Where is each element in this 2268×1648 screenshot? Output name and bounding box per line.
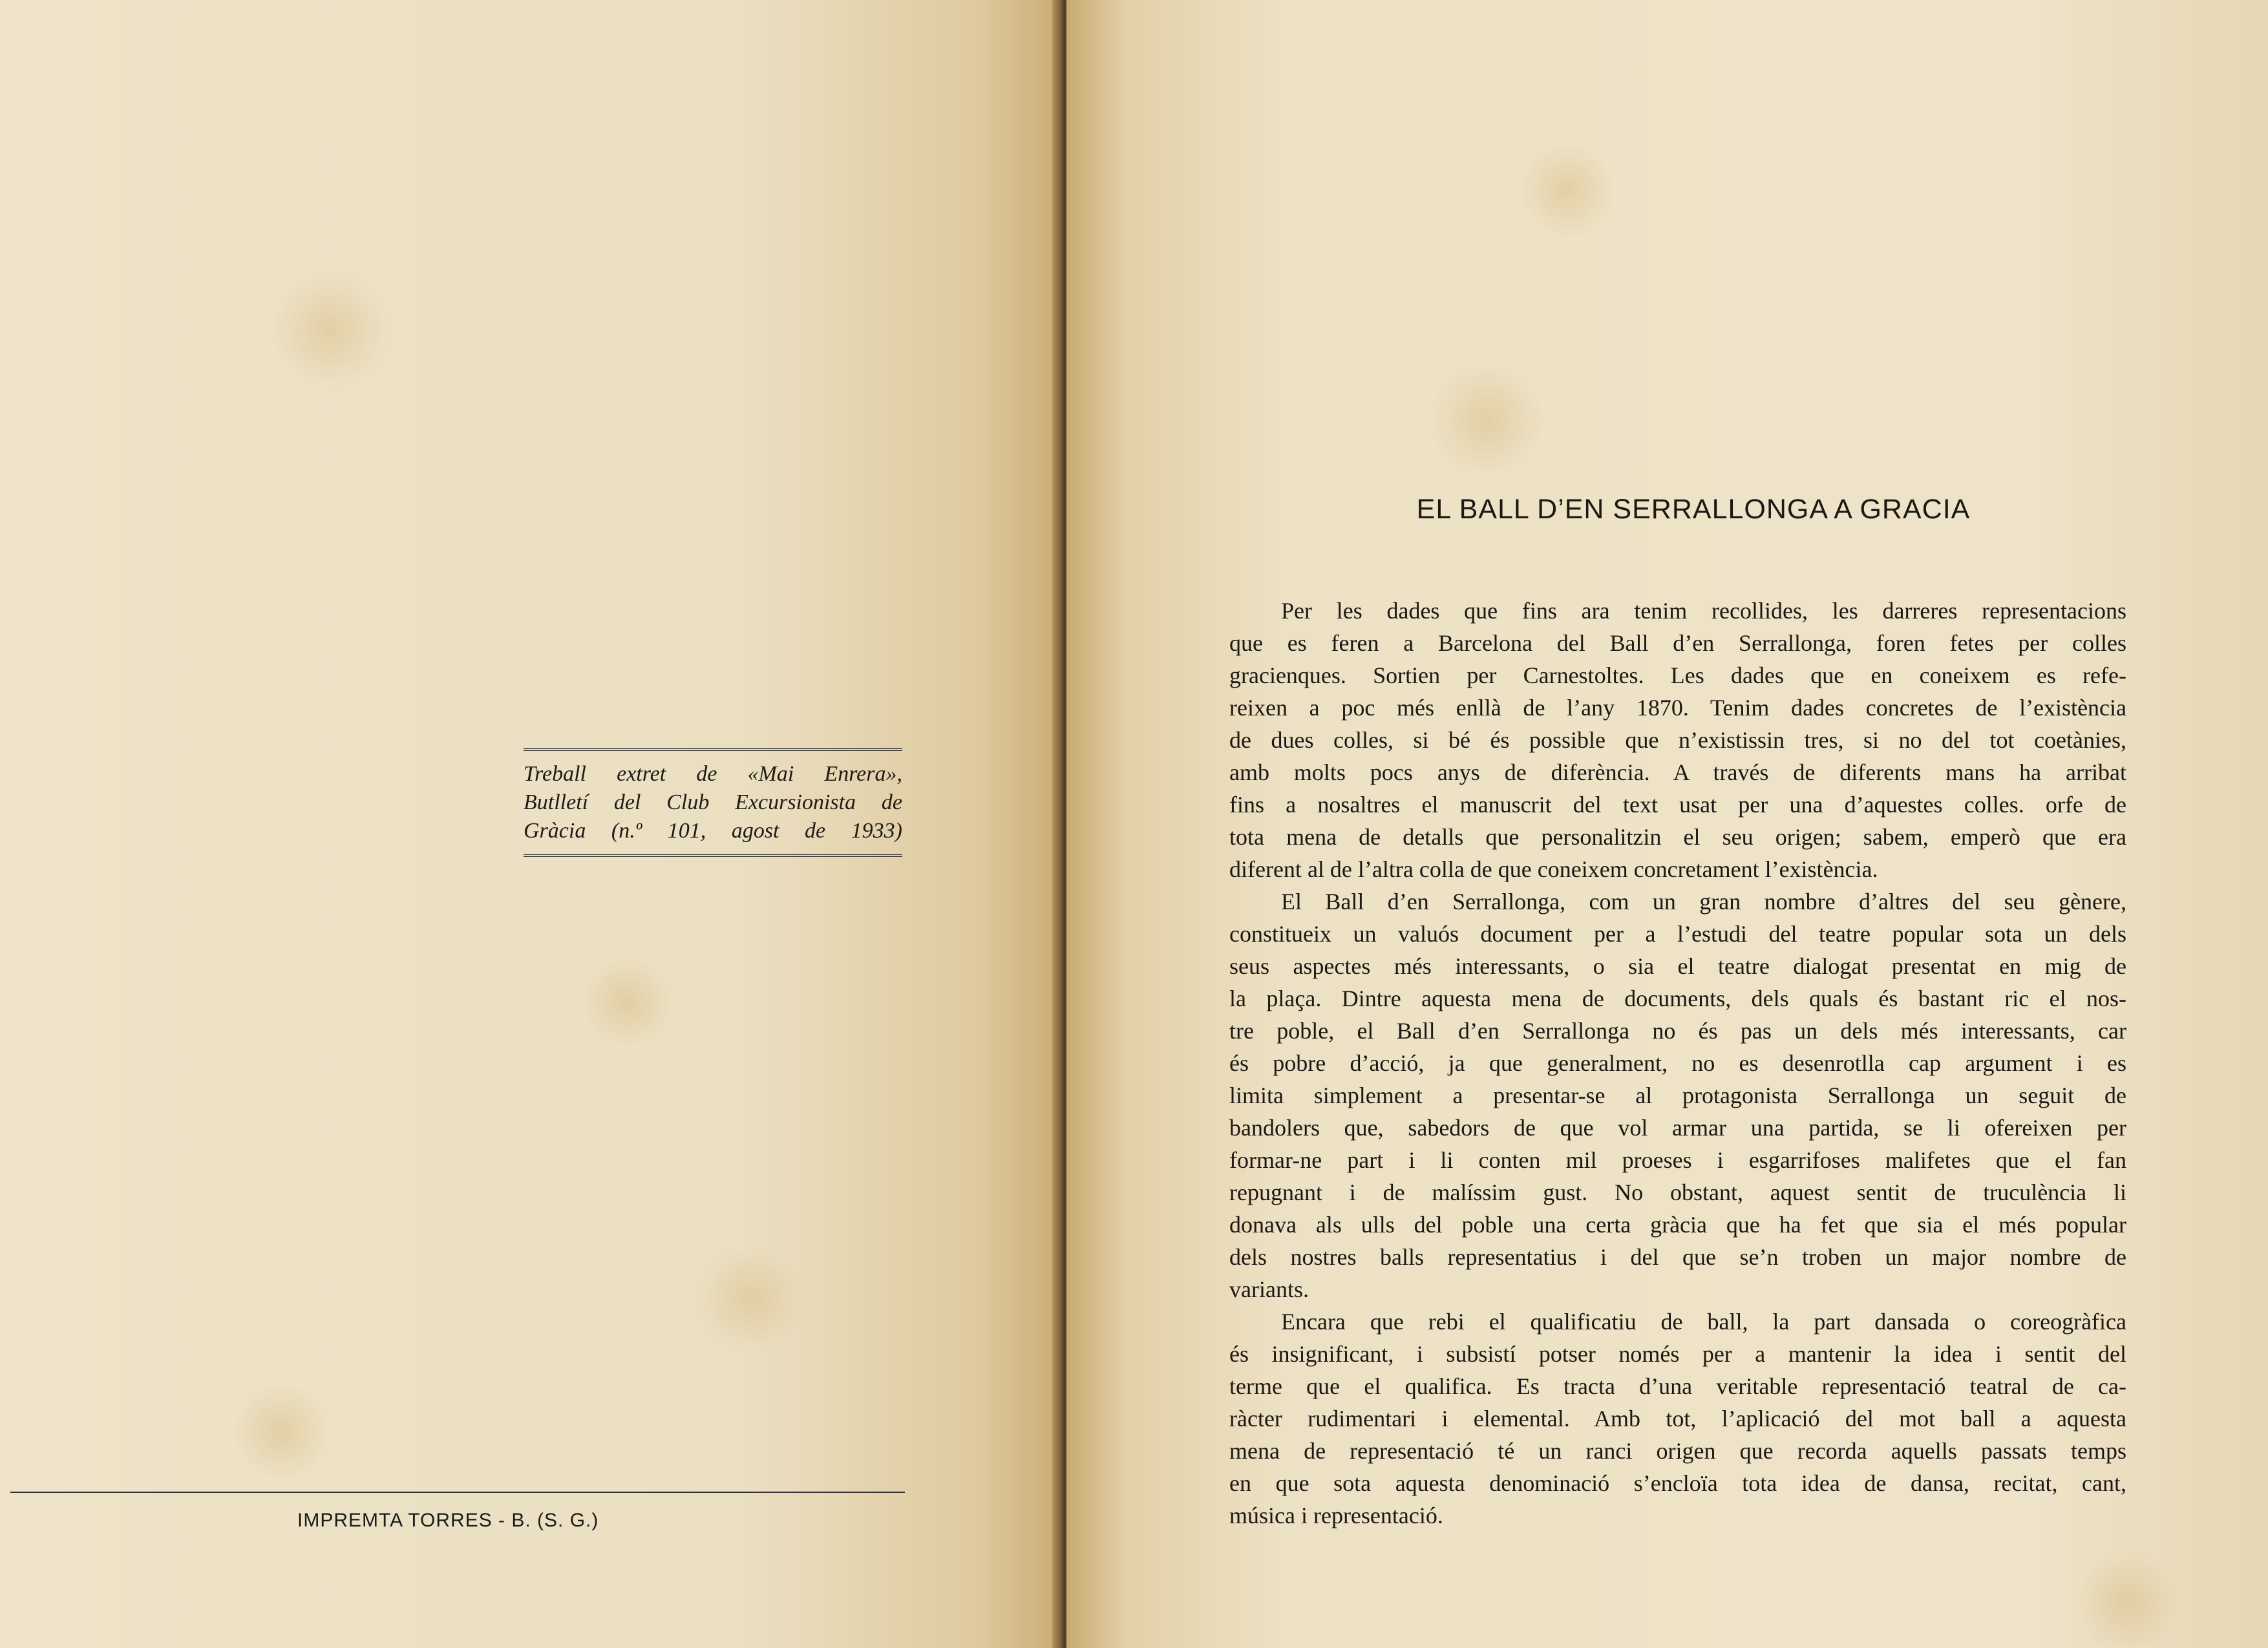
text-line: repugnant i de malíssim gust. No obstant, aquest sentit de truculència li: [1229, 1179, 2126, 1205]
text-line: donava als ulls del poble una certa gràcia que ha fet que sia el més popular: [1229, 1212, 2126, 1238]
text-line: limita simplement a presentar-se al protagonista Serrallonga un seguit de: [1229, 1083, 2126, 1108]
printer-imprint: IMPREMTA TORRES - B. (S. G.): [297, 1510, 599, 1531]
paper-stain: [271, 271, 388, 388]
paragraph: [1229, 885, 2126, 1305]
text-line: Encara que rebi el qualificatiu de ball, la part dansada o coreogràfica: [1281, 1309, 2126, 1335]
text-line: dels nostres balls representatius i del que se’n troben un major nombre de: [1229, 1244, 2126, 1270]
paper-stain: [698, 1247, 801, 1351]
text-line: música i representació.: [1229, 1503, 1443, 1528]
text-line: és pobre d’acció, ja que generalment, no es desenrotlla cap argument i es: [1229, 1050, 2126, 1076]
text-line: amb molts pocs anys de diferència. A través de diferents mans ha arribat: [1229, 759, 2126, 785]
source-citation-box: [524, 748, 902, 857]
text-line: ràcter rudimentari i elemental. Amb tot, l’aplicació del mot ball a aquesta: [1229, 1406, 2126, 1431]
paper-stain: [1428, 362, 1545, 478]
left-page: [0, 0, 1060, 1648]
text-line: tota mena de detalls que personalitzin el seu origen; sabem, emperò que era: [1229, 824, 2126, 850]
text-line: és insignificant, i subsistí potser només per a mantenir la idea i sentit del: [1229, 1341, 2126, 1367]
article-body: [1229, 595, 2126, 1532]
text-line: formar-ne part i li conten mil proeses i esgarrifoses malifetes que el fan: [1229, 1147, 2126, 1173]
paragraph: [1229, 595, 2126, 885]
text-line: mena de representació té un ranci origen que recorda aquells passats temps: [1229, 1438, 2126, 1464]
text-line: que es feren a Barcelona del Ball d’en Serrallonga, foren fetes per colles: [1229, 630, 2126, 656]
text-line: de dues colles, si bé és possible que n’existissin tres, si no del tot coetànies,: [1229, 727, 2126, 753]
footer-rule: [10, 1492, 905, 1493]
text-line: seus aspectes més interessants, o sia el teatre dialogat presentat en mig de: [1229, 953, 2126, 979]
text-line: reixen a poc més enllà de l’any 1870. Tenim dades concretes de l’existència: [1229, 695, 2126, 721]
text-line: variants.: [1229, 1276, 1309, 1302]
text-line: bandolers que, sabedors de que vol armar una partida, se li ofereixen per: [1229, 1115, 2126, 1141]
paper-stain: [1519, 142, 1616, 239]
paragraph: [1229, 1305, 2126, 1532]
citation-line: Butlletí del Club Excursionista de: [524, 790, 902, 814]
text-line: constitueix un valuós document per a l’estudi del teatre popular sota un dels: [1229, 921, 2126, 947]
article-title: EL BALL D’EN SERRALLONGA A GRACIA: [1416, 494, 1971, 525]
paper-stain: [2075, 1551, 2178, 1648]
text-line: diferent al de l’altra colla de que coneixem concretament l’existència.: [1229, 856, 1878, 882]
text-line: la plaça. Dintre aquesta mena de documents, dels quals és bastant ric el nos-: [1229, 986, 2126, 1011]
text-line: en que sota aquesta denominació s’encloïa tota idea de dansa, recitat, cant,: [1229, 1470, 2126, 1496]
paper-stain: [233, 1383, 330, 1480]
text-line: El Ball d’en Serrallonga, com un gran nombre d’altres del seu gènere,: [1281, 889, 2126, 914]
text-line: fins a nosaltres el manuscrit del text usat per una d’aquestes colles. orfe de: [1229, 792, 2126, 818]
citation-line: Gràcia (n.º 101, agost de 1933): [524, 819, 902, 843]
text-line: tre poble, el Ball d’en Serrallonga no és pas un dels més interessants, car: [1229, 1018, 2126, 1044]
paper-stain: [582, 956, 672, 1047]
text-line: terme que el qualifica. Es tracta d’una veritable representació teatral de ca-: [1229, 1373, 2126, 1399]
citation-line: Treball extret de «Mai Enrera»,: [524, 762, 902, 786]
text-line: gracienques. Sortien per Carnestoltes. Les dades que en coneixem es refe-: [1229, 662, 2126, 688]
text-line: Per les dades que fins ara tenim recollides, les darreres representacions: [1281, 598, 2126, 624]
